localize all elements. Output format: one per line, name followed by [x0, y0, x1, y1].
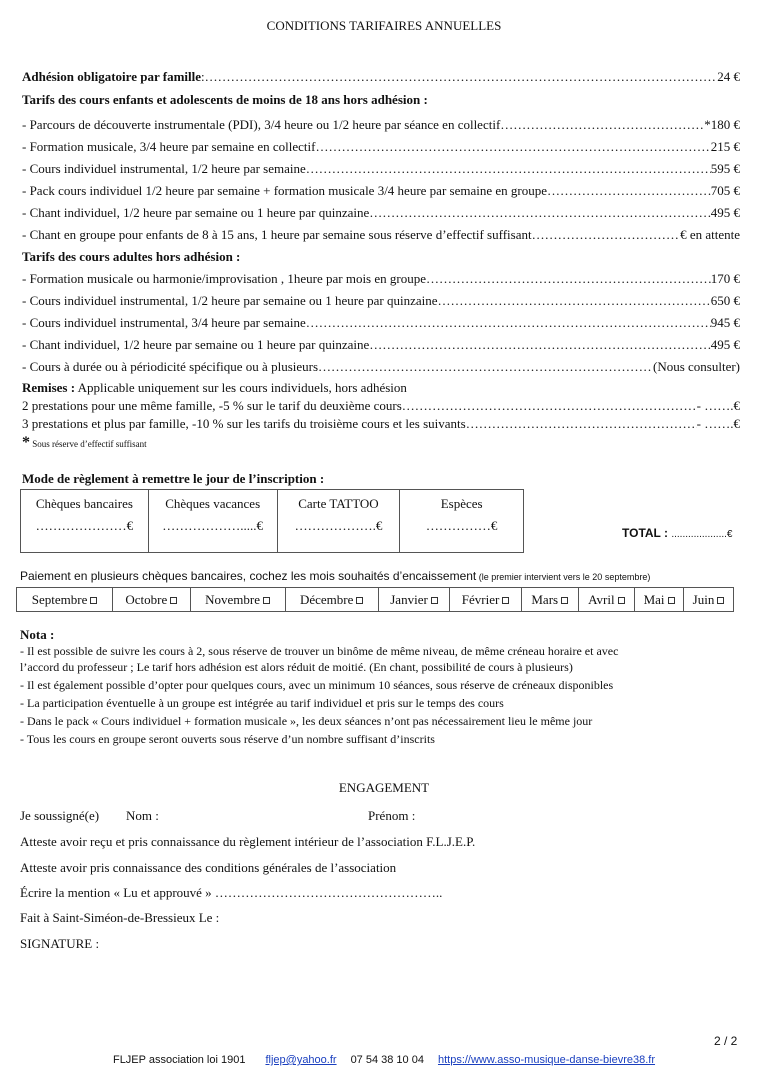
month-label: Juin	[692, 591, 715, 607]
price-value: (Nous consulter)	[652, 359, 740, 374]
discount-value: - …….€	[696, 398, 740, 413]
price-label: - Cours individuel instrumental, 1/2 heure par semaine ou 1 heure par quinzaine	[22, 293, 438, 308]
payment-method-amount: …………………€	[35, 518, 134, 533]
footer	[0, 1053, 768, 1067]
asterisk: *	[22, 434, 30, 451]
payment-cell-cheques-bancaires[interactable]	[21, 490, 149, 553]
footer-website-link[interactable]: https://www.asso-musique-danse-bievre38.fr	[437, 1054, 656, 1066]
payment-method-label: Espèces	[440, 496, 483, 511]
payment-cell-carte-tattoo[interactable]	[277, 490, 400, 553]
payment-methods-table	[20, 489, 524, 553]
page-number: 2 / 2	[714, 1034, 738, 1048]
price-row	[22, 117, 740, 133]
remises-text: Applicable uniquement sur les cours individuels, hors adhésion	[75, 380, 407, 395]
page-title: CONDITIONS TARIFAIRES ANNUELLES	[266, 18, 502, 33]
discount-label: 3 prestations et plus par famille, -10 % sur les tarifs du troisième cours et les suivants	[22, 416, 466, 431]
price-row	[22, 161, 740, 177]
payment-method-amount: ……………….....€	[162, 518, 264, 533]
month-checkbox-octobre[interactable]	[113, 588, 190, 612]
section-adults-heading: Tarifs des cours adultes hors adhésion :	[22, 249, 241, 264]
checkbox-icon[interactable]	[618, 597, 625, 604]
total-label: TOTAL :	[622, 526, 672, 540]
checkbox-icon[interactable]	[263, 597, 270, 604]
price-label: - Formation musicale, 3/4 heure par semaine en collectif	[22, 139, 316, 154]
price-row	[22, 271, 740, 287]
price-label: - Cours individuel instrumental, 3/4 heure par semaine	[22, 315, 306, 330]
price-row	[22, 359, 740, 375]
installments-note: (le premier intervient vers le 20 septembre)	[476, 572, 651, 582]
payment-cell-cheques-vacances[interactable]	[148, 490, 277, 553]
discount-row	[22, 416, 740, 432]
price-value: € en attente	[680, 227, 740, 242]
price-label: - Cours individuel instrumental, 1/2 heure par semaine	[22, 161, 306, 176]
payment-method-label: Chèques vacances	[165, 496, 261, 511]
month-label: Mars	[531, 591, 559, 607]
month-label: Avril	[588, 591, 615, 607]
month-checkbox-juin[interactable]	[684, 588, 734, 612]
checkbox-icon[interactable]	[668, 597, 675, 604]
month-checkbox-mars[interactable]	[521, 588, 578, 612]
engagement-line-conditions: Atteste avoir pris connaissance des conditions générales de l’association	[20, 860, 397, 875]
price-label: - Cours à durée ou à périodicité spécifique ou à plusieurs	[22, 359, 319, 374]
checkbox-icon[interactable]	[90, 597, 97, 604]
payment-method-label: Chèques bancaires	[35, 496, 133, 511]
price-label: - Formation musicale ou harmonie/improvisation , 1heure par mois en groupe	[22, 271, 426, 286]
price-value: 170 €	[710, 271, 740, 286]
month-label: Octobre	[125, 591, 168, 607]
nota-item: - Il est possible de suivre les cours à 2, sous réserve de trouver un binôme de même niveau, de même créneau horaire et avec	[20, 644, 619, 658]
price-label: - Chant individuel, 1/2 heure par semaine ou 1 heure par quinzaine	[22, 337, 370, 352]
month-label: Septembre	[31, 591, 88, 607]
checkbox-icon[interactable]	[356, 597, 363, 604]
checkbox-icon[interactable]	[561, 597, 568, 604]
discount-label: 2 prestations pour une même famille, -5 % sur le tarif du deuxième cours	[22, 398, 402, 413]
price-value: 595 €	[710, 161, 740, 176]
month-checkbox-janvier[interactable]	[378, 588, 450, 612]
adhesion-separator: :	[201, 69, 205, 84]
price-label: - Chant en groupe pour enfants de 8 à 15 ans, 1 heure par semaine sous réserve d’effectif suffisant	[22, 227, 532, 242]
soussigne-label: Je soussigné(e)	[20, 808, 100, 823]
nota-item: - Il est également possible d’opter pour quelques cours, avec un minimum 10 séances, sous réserve de créneaux disponibles	[20, 678, 614, 692]
nota-item: - Dans le pack « Cours individuel + formation musicale », les deux séances n’ont pas nécessairement lieu le même jour	[20, 714, 593, 728]
prenom-field[interactable]: Prénom :	[368, 808, 416, 823]
price-label: - Pack cours individuel 1/2 heure par semaine + formation musicale 3/4 heure par semaine en groupe	[22, 183, 547, 198]
checkbox-icon[interactable]	[502, 597, 509, 604]
price-value: 945 €	[710, 315, 740, 330]
total-value: ....................€	[671, 529, 733, 540]
checkbox-icon[interactable]	[170, 597, 177, 604]
month-checkbox-avril[interactable]	[578, 588, 634, 612]
discount-value: - …….€	[696, 416, 740, 431]
price-row	[22, 139, 740, 155]
engagement-title: ENGAGEMENT	[338, 780, 430, 795]
price-label: - Chant individuel, 1/2 heure par semaine ou 1 heure par quinzaine	[22, 205, 370, 220]
month-label: Février	[461, 591, 500, 607]
months-table	[16, 587, 734, 612]
price-value: 215 €	[710, 139, 740, 154]
fait-a-field[interactable]: Fait à Saint-Siméon-de-Bressieux Le :	[20, 910, 220, 925]
price-value: 495 €	[710, 205, 740, 220]
month-label: Décembre	[299, 591, 354, 607]
price-row	[22, 315, 740, 331]
price-row	[22, 227, 740, 243]
month-checkbox-novembre[interactable]	[190, 588, 285, 612]
payment-method-amount: ……………….€	[294, 518, 383, 533]
price-value: 705 €	[710, 183, 740, 198]
adhesion-row	[22, 69, 740, 85]
price-label: - Parcours de découverte instrumentale (PDI), 3/4 heure ou 1/2 heure par séance en collectif	[22, 117, 501, 132]
reserve-note-text: Sous réserve d’effectif suffisant	[30, 439, 147, 449]
remises-heading: Remises :	[22, 380, 76, 395]
price-row	[22, 205, 740, 221]
month-checkbox-septembre[interactable]	[17, 588, 113, 612]
nota-item: l’accord du professeur ; Le tarif hors adhésion est alors réduit de moitié. (En chant, possibilité de cours à plusieurs)	[20, 660, 573, 674]
price-row	[22, 293, 740, 309]
month-checkbox-decembre[interactable]	[285, 588, 378, 612]
nom-field[interactable]: Nom :	[126, 808, 159, 823]
signature-field[interactable]: SIGNATURE :	[20, 936, 100, 951]
lu-approuve-field[interactable]: Écrire la mention « Lu et approuvé » ……………………………………………..	[20, 885, 443, 900]
engagement-line-reglement: Atteste avoir reçu et pris connaissance du règlement intérieur de l’association F.L.J.E.P.	[20, 834, 476, 849]
nota-heading: Nota :	[20, 627, 55, 642]
month-label: Mai	[643, 591, 665, 607]
nota-item: - Tous les cours en groupe seront ouverts sous réserve d’un nombre suffisant d’inscrits	[20, 732, 435, 746]
month-checkbox-mai[interactable]	[635, 588, 684, 612]
section-children-heading: Tarifs des cours enfants et adolescents de moins de 18 ans hors adhésion :	[22, 92, 428, 107]
total-field[interactable]	[622, 526, 732, 542]
price-value: *180 €	[704, 117, 740, 132]
footer-email-link[interactable]: fljep@yahoo.fr	[265, 1054, 337, 1066]
month-label: Novembre	[205, 591, 260, 607]
price-row	[22, 183, 740, 199]
footer-org: FLJEP association loi 1901	[112, 1054, 246, 1066]
adhesion-label: Adhésion obligatoire par famille	[22, 69, 201, 84]
installments-heading	[20, 567, 650, 585]
month-checkbox-fevrier[interactable]	[450, 588, 522, 612]
payment-method-label: Carte TATTOO	[298, 496, 379, 511]
remises-line	[22, 380, 407, 396]
price-value: 650 €	[710, 293, 740, 308]
checkbox-icon[interactable]	[717, 597, 724, 604]
checkbox-icon[interactable]	[431, 597, 438, 604]
nota-item: - La participation éventuelle à un groupe est intégrée au tarif individuel et pris sur le temps des cours	[20, 696, 504, 710]
month-label: Janvier	[390, 591, 428, 607]
price-row	[22, 337, 740, 353]
installments-heading-text: Paiement en plusieurs chèques bancaires, cochez les mois souhaités d’encaissement	[20, 569, 477, 583]
payment-cell-especes[interactable]	[400, 490, 524, 553]
adhesion-value: 24 €	[717, 69, 740, 84]
payment-method-amount: ……………€	[425, 518, 498, 533]
discount-row	[22, 398, 740, 414]
footer-phone: 07 54 38 10 04	[350, 1054, 424, 1066]
payment-heading: Mode de règlement à remettre le jour de l’inscription :	[22, 471, 325, 486]
reserve-note	[22, 434, 147, 452]
price-value: 495 €	[710, 337, 740, 352]
